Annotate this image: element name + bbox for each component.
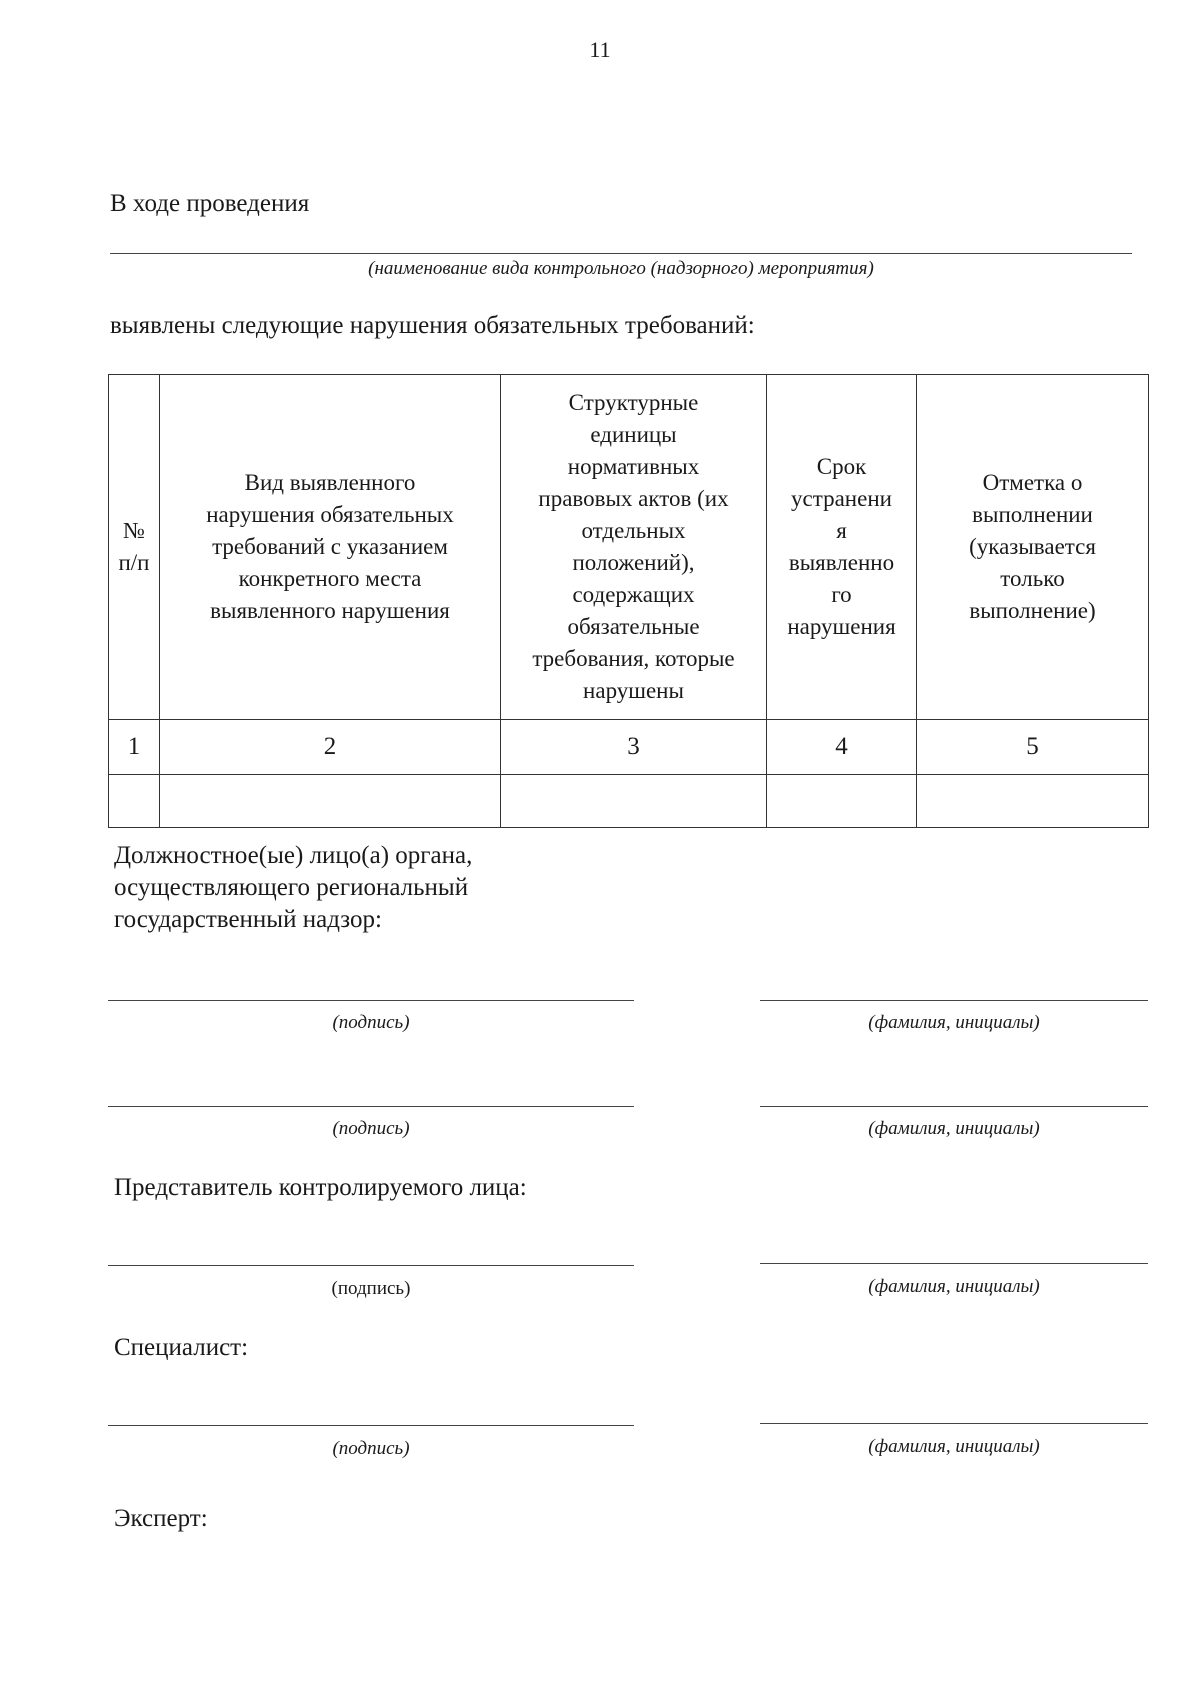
- intro-text: В ходе проведения: [110, 190, 310, 217]
- table-cell[interactable]: [917, 775, 1149, 828]
- official-2-name-line: [760, 1106, 1148, 1107]
- official-1-name-caption: (фамилия, инициалы): [868, 1012, 1040, 1033]
- header-cell: Отметка о выполнении (указывается только выполнение): [917, 375, 1149, 720]
- officials-label: Должностное(ые) лицо(а) органа, осуществляющего региональный государственный надзор:: [114, 842, 473, 933]
- column-number: 2: [160, 720, 501, 775]
- official-2-name-caption: (фамилия, инициалы): [868, 1118, 1040, 1139]
- header-cell: Вид выявленного нарушения обязательных требований с указанием конкретного места выявленного нарушения: [160, 375, 501, 720]
- specialist-name-line: [760, 1423, 1148, 1424]
- column-number: 5: [917, 720, 1149, 775]
- column-number: 4: [767, 720, 917, 775]
- activity-type-caption: (наименование вида контрольного (надзорного) мероприятия): [368, 258, 874, 279]
- representative-name-caption: (фамилия, инициалы): [868, 1276, 1040, 1297]
- table-cell[interactable]: [767, 775, 917, 828]
- activity-type-line: [110, 253, 1132, 254]
- header-cell: Структурные единицы нормативных правовых актов (их отдельных положений), содержащих обязательные требования, которые нарушены: [501, 375, 767, 720]
- table-cell[interactable]: [109, 775, 160, 828]
- table-header-row: [109, 375, 1149, 720]
- representative-name-line: [760, 1263, 1148, 1264]
- header-cell: Срок устранени я выявленно го нарушения: [767, 375, 917, 720]
- official-1-name-line: [760, 1000, 1148, 1001]
- specialist-signature-caption: (подпись): [332, 1438, 410, 1459]
- specialist-signature-line: [108, 1425, 634, 1426]
- table-cell[interactable]: [160, 775, 501, 828]
- representative-label: Представитель контролируемого лица:: [114, 1174, 527, 1201]
- official-1-signature-line: [108, 1000, 634, 1001]
- official-2-signature-line: [108, 1106, 634, 1107]
- violations-table: [108, 374, 1149, 828]
- official-1-signature-caption: (подпись): [332, 1012, 410, 1033]
- violations-intro: выявлены следующие нарушения обязательных требований:: [110, 312, 755, 339]
- table-cell[interactable]: [501, 775, 767, 828]
- specialist-name-caption: (фамилия, инициалы): [868, 1436, 1040, 1457]
- representative-signature-caption: (подпись): [331, 1278, 411, 1299]
- specialist-label: Специалист:: [114, 1334, 249, 1361]
- expert-label: Эксперт:: [114, 1505, 208, 1532]
- header-cell: № п/п: [109, 375, 160, 720]
- column-number: 3: [501, 720, 767, 775]
- table-row: [109, 775, 1149, 828]
- representative-signature-line: [108, 1265, 634, 1266]
- column-number: 1: [109, 720, 160, 775]
- column-number-row: [109, 720, 1149, 775]
- official-2-signature-caption: (подпись): [332, 1118, 410, 1139]
- page-number: 11: [589, 37, 611, 62]
